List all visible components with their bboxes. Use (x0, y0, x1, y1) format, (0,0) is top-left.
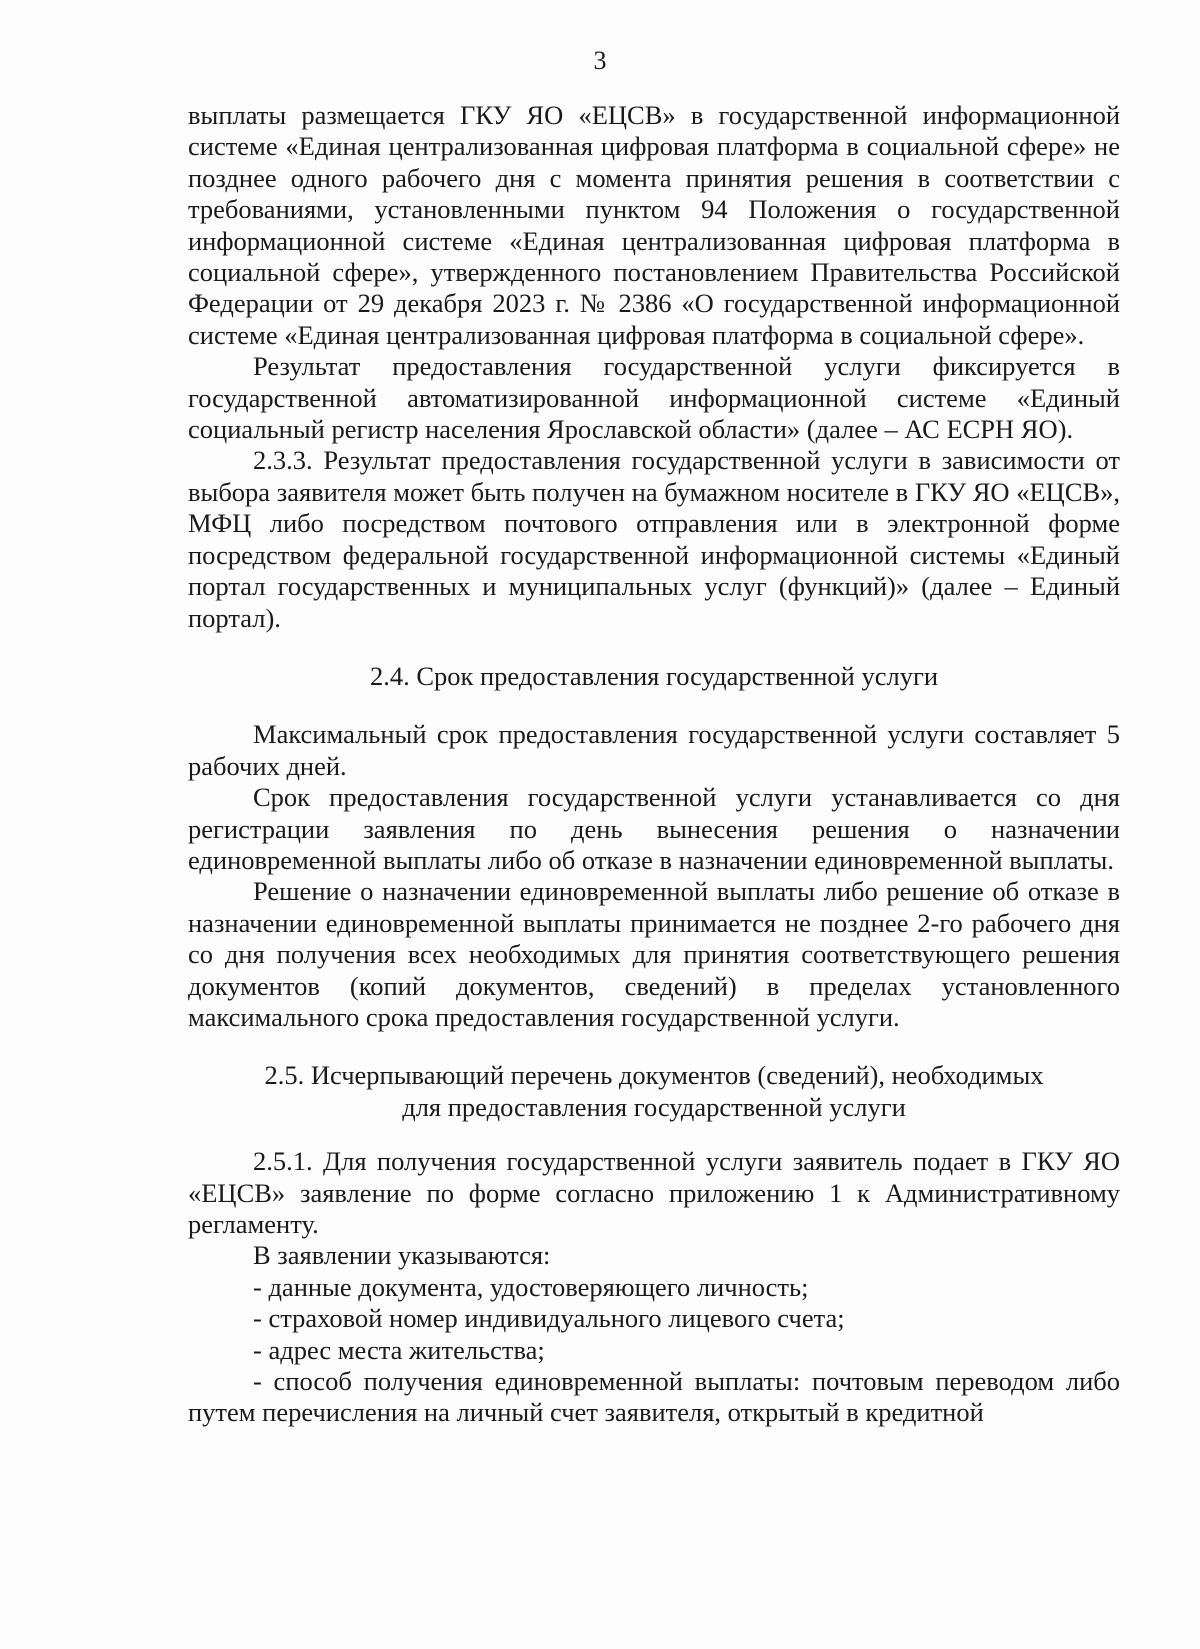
section-heading-line: для предоставления государственной услуги (402, 1091, 906, 1122)
document-body (188, 100, 1120, 1429)
list-item: - адрес места жительства; (253, 1334, 545, 1365)
list-item: - данные документа, удостоверяющего личность; (253, 1271, 809, 1302)
section-heading-2-5 (188, 1060, 1120, 1123)
paragraph: 2.5.1. Для получения государственной услуги заявитель подает в ГКУ ЯО «ЕЦСВ» заявление по форме согласно приложению 1 к Административному регламенту. (188, 1146, 1120, 1239)
list-item: - страховой номер индивидуального лицевого счета; (253, 1303, 845, 1334)
section-heading-line: 2.5. Исчерпывающий перечень документов (сведений), необходимых (264, 1060, 1044, 1091)
paragraph: 2.3.3. Результат предоставления государственной услуги в зависимости от выбора заявителя может быть получен на бумажном носителе в ГКУ ЯО «ЕЦСВ», МФЦ либо посредством почтового отправления или в электронной форме посредством федеральной государственной информационной системы «Единый портал государственных и муниципальных услуг (функций)» (далее – Единый портал). (188, 445, 1120, 633)
page-number: 3 (593, 46, 607, 75)
paragraph: Максимальный срок предоставления государственной услуги составляет 5 рабочих дней. (188, 719, 1120, 781)
section-heading-2-4: 2.4. Срок предоставления государственной услуги (369, 660, 939, 691)
list-item: - способ получения единовременной выплаты: почтовым переводом либо путем перечисления на личный счет заявителя, открытый в кредитной (188, 1366, 1120, 1428)
paragraph: Результат предоставления государственной услуги фиксируется в государственной автоматизированной информационной системе «Единый социальный регистр населения Ярославской области» (далее – АС ЕСРН ЯО). (188, 351, 1120, 445)
paragraph: Решение о назначении единовременной выплаты либо решение об отказе в назначении единовременной выплаты принимается не позднее 2-го рабочего дня со дня получения всех необходимых для принятия соответствующего решения документов (копий документов, сведений) в пределах установленного максимального срока предоставления государственной услуги. (188, 876, 1120, 1032)
paragraph: выплаты размещается ГКУ ЯО «ЕЦСВ» в государственной информационной системе «Единая централизованная цифровая платформа в социальной сфере» не позднее одного рабочего дня с момента принятия решения в соответствии с требованиями, установленными пунктом 94 Положения о государственной информационной системе «Единая централизованная цифровая платформа в социальной сфере», утвержденного постановлением Правительства Российской Федерации от 29 декабря 2023 г. № 2386 «О государственной информационной системе «Единая централизованная цифровая платформа в социальной сфере». (188, 100, 1120, 350)
paragraph: Срок предоставления государственной услуги устанавливается со дня регистрации заявления по день вынесения решения о назначении единовременной выплаты либо об отказе в назначении единовременной выплаты. (188, 782, 1120, 875)
paragraph: В заявлении указываются: (253, 1240, 551, 1271)
